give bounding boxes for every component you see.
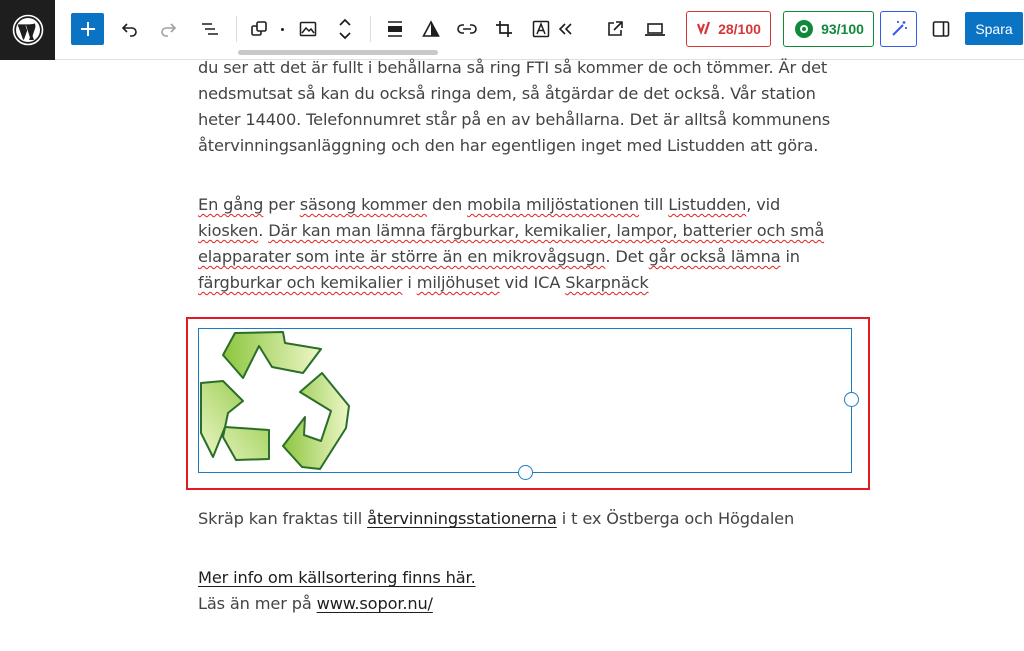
crop-icon: [494, 19, 514, 39]
sopor-link[interactable]: www.sopor.nu/: [316, 594, 433, 613]
chevron-double-left-icon: [557, 20, 575, 38]
block-type-button[interactable]: [246, 12, 272, 46]
link-button[interactable]: [454, 12, 480, 46]
move-up-down-icon: [335, 16, 355, 42]
spellcheck-word: färgburkar och kemikalier: [198, 273, 403, 292]
readability-gear-icon: [793, 18, 815, 40]
paragraph-line: [198, 192, 858, 218]
paragraph-block[interactable]: [198, 506, 858, 532]
redo-icon: [159, 19, 179, 39]
text-run: per: [263, 195, 300, 214]
spellcheck-word: säsong kommer: [299, 195, 428, 214]
ai-wand-icon: [889, 19, 909, 39]
paragraph-line: [198, 244, 858, 270]
duotone-filter-icon: [421, 19, 441, 39]
text-run: i: [402, 273, 417, 292]
spellcheck-word: kiosken: [198, 221, 259, 240]
recycle-icon[interactable]: [199, 329, 353, 472]
paragraph-line: nedsmutsat så kan du också ringa dem, så åtgärdar de det också. Vår station: [198, 84, 816, 103]
readability-score-button[interactable]: [783, 11, 874, 47]
text-overlay-icon: [531, 19, 551, 39]
paragraph-block[interactable]: [198, 55, 858, 159]
preview-button[interactable]: [642, 12, 668, 46]
sidebar-toggle-icon: [931, 19, 951, 39]
move-up-down-button[interactable]: [332, 12, 358, 46]
device-preview-icon: [644, 19, 666, 39]
text-run: .: [258, 221, 269, 240]
paragraph-block[interactable]: [198, 192, 858, 296]
text-run: Skräp kan fraktas till: [198, 509, 368, 528]
align-button[interactable]: [382, 12, 408, 46]
spellcheck-word: Skarpnäck: [565, 273, 649, 292]
text-run: i t ex Östberga och Högdalen: [556, 509, 795, 528]
view-post-button[interactable]: [602, 12, 628, 46]
paragraph-line: du ser att det är fullt i behållarna så ring FTI så kommer de och tömmer. Är det: [198, 58, 828, 77]
paragraph-line: [198, 565, 858, 591]
toolbar-separator: [370, 16, 371, 42]
image-block-button[interactable]: [295, 12, 321, 46]
spellcheck-word: miljöhuset: [416, 273, 500, 292]
sorting-info-link[interactable]: Mer info om källsortering finns här.: [198, 568, 476, 587]
text-run: den: [427, 195, 468, 214]
collapse-toolbar-button[interactable]: [554, 12, 578, 46]
spellcheck-word: elapparater som inte är större än en mikrovågsugn: [198, 247, 606, 266]
editor-toolbar: [0, 0, 1024, 60]
seo-score-button[interactable]: [686, 11, 771, 47]
external-link-icon: [605, 19, 625, 39]
document-outline-icon: [200, 19, 220, 39]
seo-score-label: 28/100: [718, 21, 761, 37]
paragraph-line: heter 14400. Telefonnumret står på en av behållarna. Det är alltså kommunens: [198, 110, 830, 129]
resize-handle-right[interactable]: [844, 392, 859, 407]
ai-assistant-button[interactable]: [880, 11, 917, 47]
align-icon: [385, 19, 405, 39]
paragraph-line: [198, 591, 858, 617]
paragraph-line: återvinningsanläggning och den har egentligen inget med Listudden att göra.: [198, 136, 819, 155]
save-button[interactable]: Spara: [965, 12, 1023, 45]
text-run: , vid: [746, 195, 781, 214]
settings-sidebar-button[interactable]: [928, 12, 954, 46]
yoast-seo-icon: [696, 21, 712, 37]
drag-handle-dot[interactable]: [281, 28, 284, 31]
text-run: till: [639, 195, 669, 214]
spellcheck-word: går också lämna: [648, 247, 781, 266]
paragraph-line: [198, 270, 858, 296]
text-run: . Det: [605, 247, 649, 266]
spellcheck-word: mobila miljöstationen: [467, 195, 640, 214]
readability-score-label: 93/100: [821, 21, 864, 37]
add-block-button[interactable]: [71, 13, 104, 45]
block-type-icon: [249, 19, 269, 39]
toolbar-separator: [236, 16, 237, 42]
wordpress-logo-icon[interactable]: [0, 0, 55, 60]
text-overlay-button[interactable]: [528, 12, 554, 46]
image-icon: [298, 19, 318, 39]
undo-button[interactable]: [116, 12, 142, 46]
resize-handle-bottom[interactable]: [518, 465, 533, 480]
link-icon: [456, 19, 478, 39]
text-run: vid ICA: [499, 273, 566, 292]
recycling-stations-link[interactable]: återvinningsstationerna: [367, 509, 557, 528]
spellcheck-word: Där kan man lämna färgburkar, kemikalier, lampor, batterier och små: [268, 221, 825, 240]
paragraph-line: [198, 218, 858, 244]
undo-icon: [119, 19, 139, 39]
document-outline-button[interactable]: [197, 12, 223, 46]
spellcheck-word: En gång: [198, 195, 264, 214]
text-run: Läs än mer på: [198, 594, 317, 613]
crop-button[interactable]: [491, 12, 517, 46]
spellcheck-word: Listudden: [668, 195, 747, 214]
redo-button[interactable]: [156, 12, 182, 46]
duotone-filter-button[interactable]: [418, 12, 444, 46]
paragraph-line: [198, 506, 858, 532]
text-run: in: [780, 247, 800, 266]
paragraph-block[interactable]: [198, 565, 858, 617]
plus-icon: [80, 21, 96, 37]
